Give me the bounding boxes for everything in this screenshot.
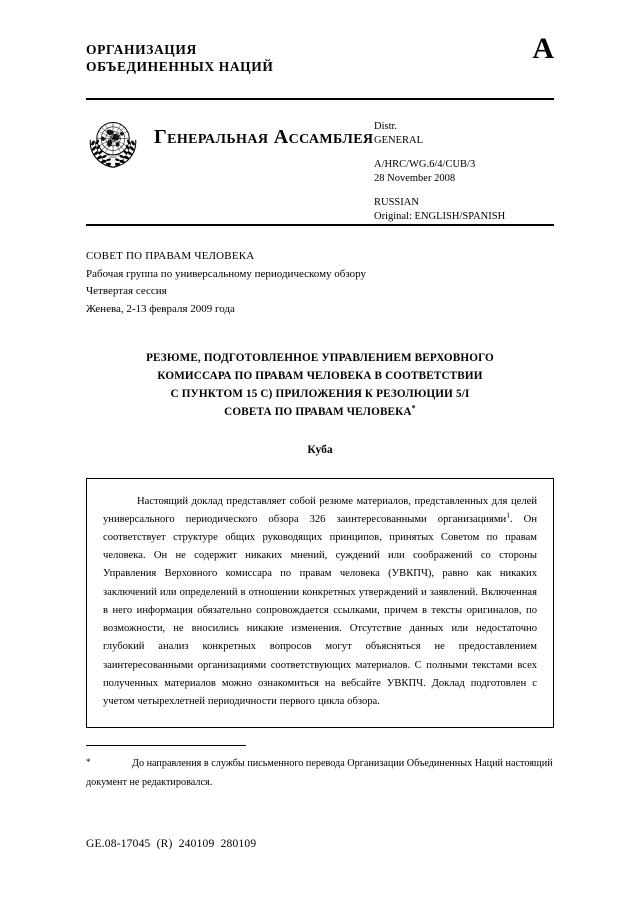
footnote-text: До направления в службы письменного перевода Организации Объединенных Наций настоящий документ не редактировался. <box>86 758 553 789</box>
footer-document-code: GE.08-17045 (R) 240109 280109 <box>86 838 257 850</box>
council-name: СОВЕТ ПО ПРАВАМ ЧЕЛОВЕКА <box>86 249 255 262</box>
distr-label: Distr. <box>374 121 398 132</box>
council-block <box>86 248 554 319</box>
council-venue-dates: Женева, 2-13 февраля 2009 года <box>86 303 235 316</box>
header-rule-bottom <box>86 224 554 226</box>
country-name: Куба <box>307 443 333 456</box>
footnote-area <box>86 745 554 791</box>
summary-text-part-1: Настоящий доклад представляет собой резюме материалов, представленных для целей универсального периодического обзора 326 заинтересованными организациями <box>103 495 537 525</box>
document-date: 28 November 2008 <box>374 172 456 184</box>
distr-value: GENERAL <box>374 134 423 146</box>
organization-name <box>86 42 554 76</box>
distribution-block <box>374 114 554 224</box>
footnote-marker <box>86 756 132 775</box>
title-line-1: РЕЗЮМЕ, ПОДГОТОВЛЕННОЕ УПРАВЛЕНИЕМ ВЕРХОВНОГО <box>146 351 494 364</box>
council-working-group: Рабочая группа по универсальному периодическому обзору <box>86 267 367 280</box>
footnote <box>86 756 554 791</box>
symbol-group <box>374 158 554 186</box>
page-title <box>86 349 554 422</box>
un-emblem-icon <box>86 116 140 170</box>
title-line-4 <box>104 403 536 421</box>
title-line-2: КОМИССАРА ПО ПРАВАМ ЧЕЛОВЕКА В СООТВЕТСТВИИ <box>157 370 483 383</box>
assembly-title: Генеральная Ассамблея <box>154 126 374 148</box>
council-session: Четвертая сессия <box>86 285 167 298</box>
original-language: Original: ENGLISH/SPANISH <box>374 210 506 222</box>
footnote-separator-rule <box>86 745 246 746</box>
footnote-marker-symbol: * <box>86 757 91 767</box>
document-symbol-letter: A <box>532 32 554 65</box>
header-rule-top <box>86 98 554 100</box>
title-footnote-marker: * <box>411 403 416 413</box>
assembly-header-row <box>86 114 554 224</box>
distribution-group <box>374 120 554 148</box>
summary-paragraph <box>103 493 537 712</box>
document-language: RUSSIAN <box>374 196 419 208</box>
title-line-4-text: СОВЕТА ПО ПРАВАМ ЧЕЛОВЕКА <box>224 406 412 419</box>
organization-line-2: ОБЪЕДИНЕННЫХ НАЦИЙ <box>86 58 274 74</box>
organization-line-1: ОРГАНИЗАЦИЯ <box>86 42 197 57</box>
language-group <box>374 196 554 224</box>
title-line-3: С ПУНКТОМ 15 С) ПРИЛОЖЕНИЯ К РЕЗОЛЮЦИИ 5/I <box>170 388 470 401</box>
summary-footnote-marker: 1 <box>506 510 510 520</box>
summary-box <box>86 478 554 729</box>
document-symbol: A/HRC/WG.6/4/CUB/3 <box>374 158 476 170</box>
summary-text-part-2: . Он соответствует структуре общих руководящих принципов, принятых Советом по правам человека. Он не содержит никаких мнений, суждений или соображений со стороны Управления Верховного комиссара по правам человека (УВКПЧ), равно как никаких заключений или определений в отношении конкретных утверждений и заявлений. Включенная в него информация обязательно сопровождается ссылками, причем в тексты оригиналов, по возможности, не вносились никакие изменения. Отсутствие данных или недостаточно глубокий анализ конкретных вопросов могут объясняться не предоставлением заинтересованными организациями соответствующих материалов. С полными текстами всех полученных материалов можно ознакомиться на вебсайте УВКПЧ. Доклад подготовлен с учетом четырехлетней периодичности первого цикла обзора. <box>103 513 537 707</box>
masthead <box>86 0 554 86</box>
